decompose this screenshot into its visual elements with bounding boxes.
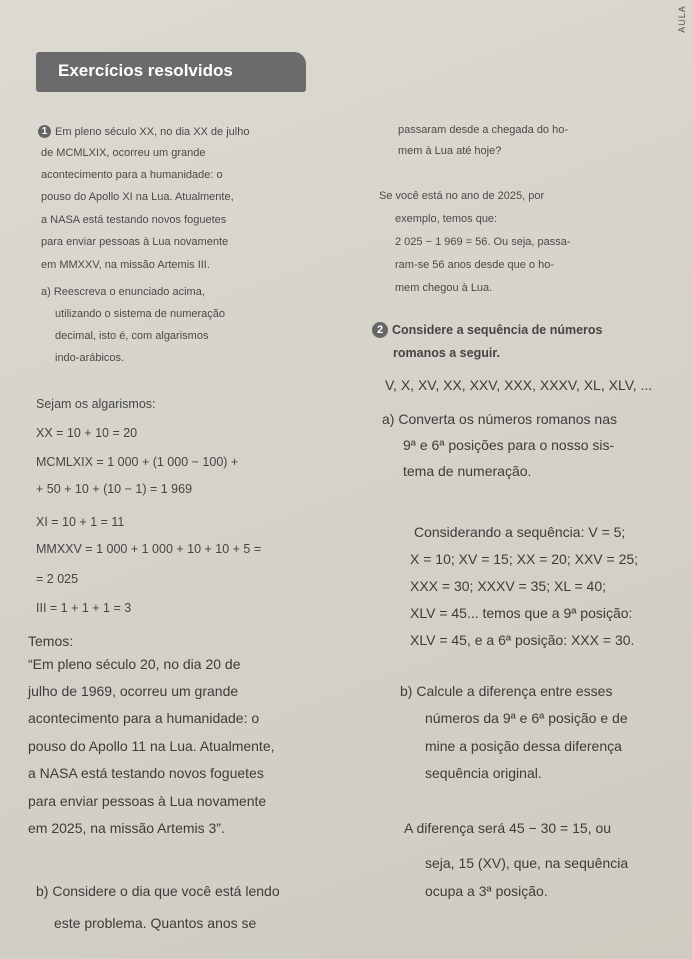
cons-line-3: XLV = 45... temos que a 9ª posição: (410, 605, 633, 621)
q1-number-badge: 1 (38, 125, 51, 138)
q1a-line-3: indo-arábicos. (55, 352, 125, 364)
q1a-line-0: a) Reescreva o enunciado acima, (41, 286, 205, 298)
quote-line-5: para enviar pessoas à Lua novamente (28, 793, 267, 809)
q1-line-4: a NASA está testando novos foguetes (41, 214, 227, 226)
ans-line-2: ocupa a 3ª posição. (425, 883, 548, 899)
eq-line-6: III = 1 + 1 + 1 = 3 (36, 601, 132, 615)
temos-label: Temos: (28, 633, 74, 649)
ans-line-1: seja, 15 (XV), que, na sequência (425, 855, 629, 871)
q1-line-3: pouso do Apollo XI na Lua. Atualmente, (41, 191, 234, 203)
q1-line-6: em MMXXV, na missão Artemis III. (41, 259, 210, 271)
quote-line-0: “Em pleno século 20, no dia 20 de (28, 656, 241, 672)
r-top-line-0: passaram desde a chegada do ho- (398, 124, 569, 136)
q2-line-1: romanos a seguir. (393, 346, 500, 360)
section-header (36, 52, 306, 92)
r-ano-line-3: ram-se 56 anos desde que o ho- (395, 259, 554, 271)
q2b-line-1: números da 9ª e 6ª posição e de (425, 710, 628, 726)
q2-number-badge: 2 (372, 322, 388, 338)
eq-line-4: MMXXV = 1 000 + 1 000 + 10 + 10 + 5 = (36, 542, 262, 556)
r-ano-line-2: 2 025 − 1 969 = 56. Ou seja, passa- (395, 236, 571, 248)
q1-line-2: acontecimento para a humanidade: o (41, 169, 223, 181)
r-ano-line-0: Se você está no ano de 2025, por (379, 190, 545, 202)
q2a-line-2: tema de numeração. (403, 463, 532, 479)
quote-line-1: julho de 1969, ocorreu um grande (28, 683, 239, 699)
quote-line-3: pouso do Apollo 11 na Lua. Atualmente, (28, 738, 275, 754)
q2-line-0: 2 Considere a sequência de números (372, 322, 603, 338)
eq-line-3: XI = 10 + 1 = 11 (36, 515, 125, 529)
quote-line-4: a NASA está testando novos foguetes (28, 765, 264, 781)
sejam-label: Sejam os algarismos: (36, 397, 156, 411)
q2a-line-1: 9ª e 6ª posições para o nosso sis- (403, 437, 615, 453)
cons-line-0: Considerando a sequência: V = 5; (414, 524, 626, 540)
q2b-line-3: sequência original. (425, 765, 542, 781)
side-tab (0, 0, 692, 40)
r-ano-line-4: mem chegou à Lua. (395, 282, 493, 294)
quote-line-2: acontecimento para a humanidade: o (28, 710, 260, 726)
q2b-line-2: mine a posição dessa diferença (425, 738, 622, 754)
section-title: Exercícios resolvidos (58, 61, 233, 80)
cons-line-1: X = 10; XV = 15; XX = 20; XXV = 25; (410, 551, 639, 567)
ans-line-0: A diferença será 45 − 30 = 15, ou (404, 820, 612, 836)
q1-line-0: 1 Em pleno século XX, no dia XX de julho (38, 125, 249, 138)
r-top-line-1: mem à Lua até hoje? (398, 145, 502, 157)
q1a-line-2: decimal, isto é, com algarismos (55, 330, 209, 342)
q1b-line-0: b) Considere o dia que você está lendo (36, 883, 280, 899)
eq-line-2: + 50 + 10 + (10 − 1) = 1 969 (36, 482, 193, 496)
cons-line-4: XLV = 45, e a 6ª posição: XXX = 30. (410, 632, 635, 648)
eq-line-5: = 2 025 (36, 572, 79, 586)
side-tab-label: AULA (676, 5, 687, 33)
cons-line-2: XXX = 30; XXXV = 35; XL = 40; (410, 578, 606, 594)
eq-line-0: XX = 10 + 10 = 20 (36, 426, 138, 440)
roman-sequence: V, X, XV, XX, XXV, XXX, XXXV, XL, XLV, ... (385, 377, 653, 393)
quote-line-6: em 2025, na missão Artemis 3”. (28, 820, 225, 836)
q2a-line-0: a) Converta os números romanos nas (382, 411, 617, 427)
q1a-line-1: utilizando o sistema de numeração (55, 308, 225, 320)
eq-line-1: MCMLXIX = 1 000 + (1 000 − 100) + (36, 455, 239, 469)
r-ano-line-1: exemplo, temos que: (395, 213, 498, 225)
q2b-line-0: b) Calcule a diferença entre esses (400, 683, 613, 699)
q1-line-1: de MCMLXIX, ocorreu um grande (41, 147, 206, 159)
q1-line-5: para enviar pessoas à Lua novamente (41, 236, 229, 248)
side-tab-mark (666, 4, 688, 38)
q1b-line-1: este problema. Quantos anos se (54, 915, 257, 931)
